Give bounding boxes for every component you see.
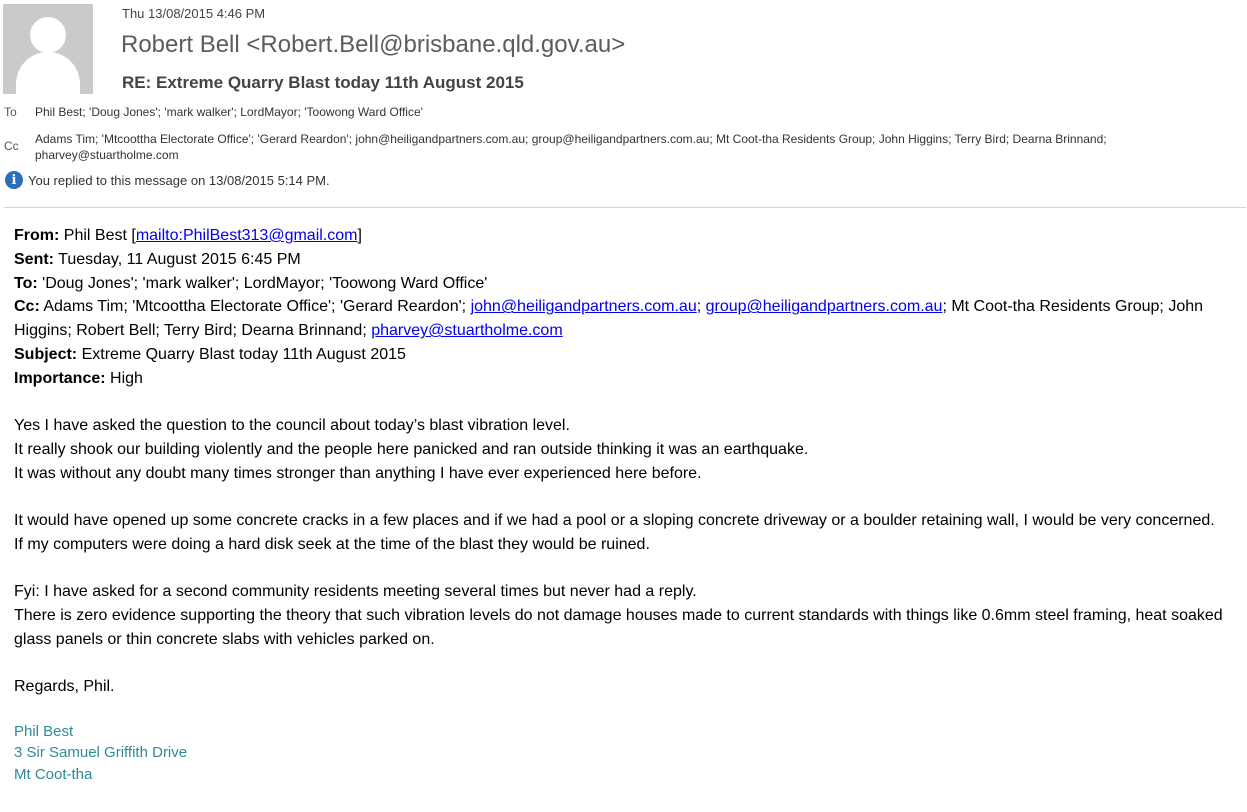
quoted-from: From: Phil Best [mailto:PhilBest313@gmail.com]: [14, 227, 362, 244]
body-line: It really shook our building violently and the people here panicked and ran outside thinking it was an earthquake.: [14, 440, 809, 458]
quoted-cc: Cc: Adams Tim; 'Mtcoottha Electorate Office'; 'Gerard Reardon'; john@heiligandpartners.com.au; group@heiligandpartners.com.au; Mt Coot-tha Residents Group; John Higgins; Robert Bell; Terry Bird; Dearna Brinnand; pharvey@stuartholme.com: [14, 298, 1204, 340]
replied-info-text: You replied to this message on 13/08/2015 5:14 PM.: [28, 172, 330, 188]
cc-link-john[interactable]: john@heiligandpartners.com.au: [470, 298, 697, 316]
avatar-head: [30, 17, 66, 53]
sent-time: Thu 13/08/2015 4:46 PM: [122, 6, 266, 21]
avatar-body: [16, 52, 80, 94]
body-line: It would have opened up some concrete cracks in a few places and if we had a pool or a sloping concrete driveway or a boulder retaining wall, I would be very concerned.: [14, 511, 1215, 529]
signature-address-line2: Mt Coot-tha: [14, 765, 93, 783]
cc-link-group[interactable]: group@heiligandpartners.com.au: [705, 298, 943, 316]
from-email-link[interactable]: mailto:PhilBest313@gmail.com: [135, 227, 358, 244]
info-icon: i: [5, 171, 23, 189]
body-line: If my computers were doing a hard disk seek at the time of the blast they would be ruined.: [14, 535, 650, 553]
header-divider: [4, 207, 1246, 208]
body-line: Yes I have asked the question to the council about today’s blast vibration level.: [14, 417, 570, 435]
body-line: It was without any doubt many times stronger than anything I have ever experienced here before.: [14, 464, 702, 482]
signature-name: Phil Best: [14, 722, 74, 740]
body-line: There is zero evidence supporting the theory that such vibration levels do not damage houses made to current standards with things like 0.6mm steel framing, heat soaked glass panels or thin concrete slabs with vehicles parked on.: [14, 606, 1223, 648]
sender-avatar: [3, 4, 93, 94]
body-line: Fyi: I have asked for a second community residents meeting several times but never had a reply.: [14, 583, 697, 601]
quoted-subject: Subject: Extreme Quarry Blast today 11th August 2015: [14, 345, 406, 363]
regards-line: Regards, Phil.: [14, 677, 115, 695]
cc-label: Cc: [4, 139, 19, 153]
cc-link-pharvey[interactable]: pharvey@stuartholme.com: [371, 322, 563, 340]
sender-name[interactable]: Robert Bell <Robert.Bell@brisbane.qld.gov.au>: [121, 31, 626, 58]
replied-infobar: [5, 171, 330, 189]
quoted-to: To: 'Doug Jones'; 'mark walker'; LordMayor; 'Toowong Ward Office': [14, 274, 488, 292]
message-body: [14, 224, 1244, 785]
quoted-sent: Sent: Tuesday, 11 August 2015 6:45 PM: [14, 250, 301, 268]
quoted-importance: Importance: High: [14, 369, 143, 387]
to-recipients[interactable]: Phil Best; 'Doug Jones'; 'mark walker'; LordMayor; 'Toowong Ward Office': [35, 105, 423, 119]
signature: [14, 721, 1244, 786]
cc-recipients[interactable]: Adams Tim; 'Mtcoottha Electorate Office'; 'Gerard Reardon'; john@heiligandpartners.com.au; group@heiligandpartners.com.au; Mt Coot-tha Residents Group; John Higgins; Terry Bird; Dearna Brinnand; pharvey@stuartholme.com: [35, 132, 1107, 162]
to-label: To: [4, 105, 17, 119]
signature-address-line1: 3 Sir Samuel Griffith Drive: [14, 744, 188, 762]
message-subject: RE: Extreme Quarry Blast today 11th August 2015: [122, 73, 524, 92]
